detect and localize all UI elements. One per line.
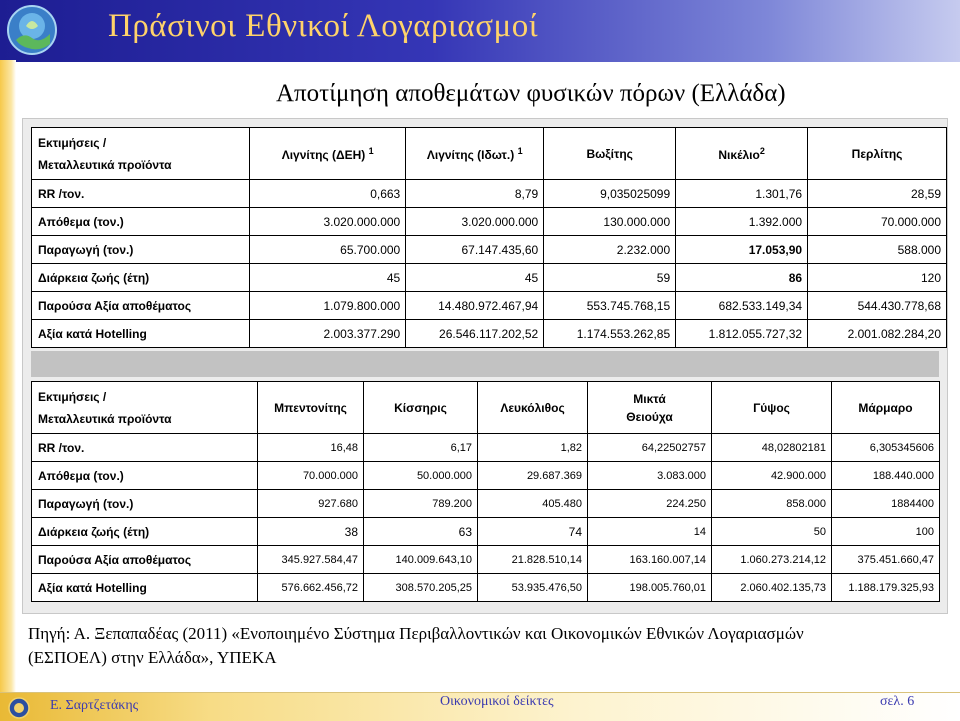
row-label: Παρούσα Αξία αποθέματος — [32, 546, 258, 574]
column-header: Λευκόλιθος — [478, 382, 588, 434]
column-header: Λιγνίτης (Ιδωτ.) $^1$ — [406, 128, 544, 180]
table-cell: 2.003.377.290 — [250, 320, 406, 348]
row-label: Διάρκεια ζωής (έτη) — [32, 518, 258, 546]
table-cell: 6,17 — [364, 434, 478, 462]
table-cell: 553.745.768,15 — [544, 292, 676, 320]
column-header: Περλίτης — [808, 128, 947, 180]
table-cell: 3.083.000 — [588, 462, 712, 490]
table-cell: 14 — [588, 518, 712, 546]
table-row — [32, 518, 940, 546]
table-cell: 2.060.402.135,73 — [712, 574, 832, 602]
tables-panel — [22, 118, 948, 614]
table-cell: 1884400 — [832, 490, 940, 518]
table-cell: 50 — [712, 518, 832, 546]
table-cell: 120 — [808, 264, 947, 292]
table-cell: 14.480.972.467,94 — [406, 292, 544, 320]
row-label: Παραγωγή (τον.) — [32, 490, 258, 518]
table-row — [32, 490, 940, 518]
table-cell: 858.000 — [712, 490, 832, 518]
table-cell: 70.000.000 — [808, 208, 947, 236]
table-cell: 3.020.000.000 — [406, 208, 544, 236]
table-row — [32, 434, 940, 462]
green-accounts-logo-icon — [6, 4, 58, 56]
table-row — [32, 462, 940, 490]
table-cell: 67.147.435,60 — [406, 236, 544, 264]
row-label: Απόθεμα (τον.) — [32, 462, 258, 490]
table-cell: 74 — [478, 518, 588, 546]
table-cell: 28,59 — [808, 180, 947, 208]
table-cell: 140.009.643,10 — [364, 546, 478, 574]
table-cell: 345.927.584,47 — [258, 546, 364, 574]
table-cell: 9,035025099 — [544, 180, 676, 208]
table-row — [32, 264, 947, 292]
row-label: Απόθεμα (τον.) — [32, 208, 250, 236]
footer-author: Ε. Σαρτζετάκης — [50, 698, 139, 713]
table-cell: 405.480 — [478, 490, 588, 518]
column-header: Λιγνίτης (ΔΕΗ) $^1$ — [250, 128, 406, 180]
column-header: Μάρμαρο — [832, 382, 940, 434]
table-separator-band — [31, 351, 939, 377]
footer-section-title: Οικονομικοί δείκτες — [440, 694, 554, 709]
row-label: RR /τον. — [32, 434, 258, 462]
table-row — [32, 208, 947, 236]
table-row — [32, 546, 940, 574]
table-cell: 130.000.000 — [544, 208, 676, 236]
row-label: Αξία κατά Hotelling — [32, 574, 258, 602]
table-cell: 59 — [544, 264, 676, 292]
reserves-table-1 — [31, 127, 947, 348]
column-header: Βωξίτης — [544, 128, 676, 180]
table-row — [32, 292, 947, 320]
table-cell: 29.687.369 — [478, 462, 588, 490]
column-header: Νικέλιο$^2$ — [676, 128, 808, 180]
table-cell: 682.533.149,34 — [676, 292, 808, 320]
table-cell: 2.001.082.284,20 — [808, 320, 947, 348]
row-label: RR /τον. — [32, 180, 250, 208]
corner-header-cell: Εκτιμήσεις / Μεταλλευτικά προϊόντα — [32, 382, 258, 434]
row-label: Παραγωγή (τον.) — [32, 236, 250, 264]
table-cell: 1.060.273.214,12 — [712, 546, 832, 574]
reserves-table-2 — [31, 381, 940, 602]
table-cell: 6,305345606 — [832, 434, 940, 462]
table-row — [32, 236, 947, 264]
table-cell: 576.662.456,72 — [258, 574, 364, 602]
table-cell: 375.451.660,47 — [832, 546, 940, 574]
table-cell: 16,48 — [258, 434, 364, 462]
footer-logo-icon — [8, 697, 30, 719]
table-cell: 3.020.000.000 — [250, 208, 406, 236]
table-cell: 927.680 — [258, 490, 364, 518]
table-cell: 21.828.510,14 — [478, 546, 588, 574]
table-cell: 224.250 — [588, 490, 712, 518]
table-cell: 2.232.000 — [544, 236, 676, 264]
table-cell: 42.900.000 — [712, 462, 832, 490]
page-number: σελ. 6 — [880, 694, 915, 709]
corner-header-cell: Εκτιμήσεις / Μεταλλευτικά προϊόντα — [32, 128, 250, 180]
table-cell: 100 — [832, 518, 940, 546]
table-cell: 17.053,90 — [676, 236, 808, 264]
table-cell: 70.000.000 — [258, 462, 364, 490]
table-row — [32, 320, 947, 348]
table-cell: 1.188.179.325,93 — [832, 574, 940, 602]
table-cell: 1.079.800.000 — [250, 292, 406, 320]
table-cell: 198.005.760,01 — [588, 574, 712, 602]
table-cell: 0,663 — [250, 180, 406, 208]
table-row — [32, 574, 940, 602]
row-label: Αξία κατά Hotelling — [32, 320, 250, 348]
table-cell: 53.935.476,50 — [478, 574, 588, 602]
table-cell: 544.430.778,68 — [808, 292, 947, 320]
table-cell: 1.392.000 — [676, 208, 808, 236]
table-cell: 45 — [406, 264, 544, 292]
table-cell: 63 — [364, 518, 478, 546]
row-label: Διάρκεια ζωής (έτη) — [32, 264, 250, 292]
column-header: Μπεντονίτης — [258, 382, 364, 434]
table-cell: 588.000 — [808, 236, 947, 264]
table-cell: 45 — [250, 264, 406, 292]
table-cell: 48,02802181 — [712, 434, 832, 462]
table-cell: 65.700.000 — [250, 236, 406, 264]
table-cell: 1.301,76 — [676, 180, 808, 208]
page-title: Πράσινοι Εθνικοί Λογαριασμοί — [108, 8, 539, 44]
table-cell: 26.546.117.202,52 — [406, 320, 544, 348]
table-cell: 8,79 — [406, 180, 544, 208]
column-header: Κίσσηρις — [364, 382, 478, 434]
table-cell: 50.000.000 — [364, 462, 478, 490]
header-bar — [0, 0, 960, 62]
row-label: Παρούσα Αξία αποθέματος — [32, 292, 250, 320]
slide-subtitle: Αποτίμηση αποθεμάτων φυσικών πόρων (Ελλάδα) — [276, 80, 786, 107]
left-accent-bar — [0, 60, 16, 692]
column-header: Μικτά Θειούχα — [588, 382, 712, 434]
table-cell: 188.440.000 — [832, 462, 940, 490]
table-cell: 1.812.055.727,32 — [676, 320, 808, 348]
table-row — [32, 180, 947, 208]
table-cell: 308.570.205,25 — [364, 574, 478, 602]
table-cell: 163.160.007,14 — [588, 546, 712, 574]
column-header: Γύψος — [712, 382, 832, 434]
table-cell: 38 — [258, 518, 364, 546]
table-cell: 1.174.553.262,85 — [544, 320, 676, 348]
table-cell: 64,22502757 — [588, 434, 712, 462]
source-citation: Πηγή: Α. Ξεπαπαδέας (2011) «Ενοποιημένο Σύστημα Περιβαλλοντικών και Οικονομικών Εθνικών Λογαριασμών (ΕΣΠΟΕΛ) στην Ελλάδα», ΥΠΕΚΑ — [28, 624, 804, 667]
table-cell: 1,82 — [478, 434, 588, 462]
table-cell: 789.200 — [364, 490, 478, 518]
table-cell: 86 — [676, 264, 808, 292]
